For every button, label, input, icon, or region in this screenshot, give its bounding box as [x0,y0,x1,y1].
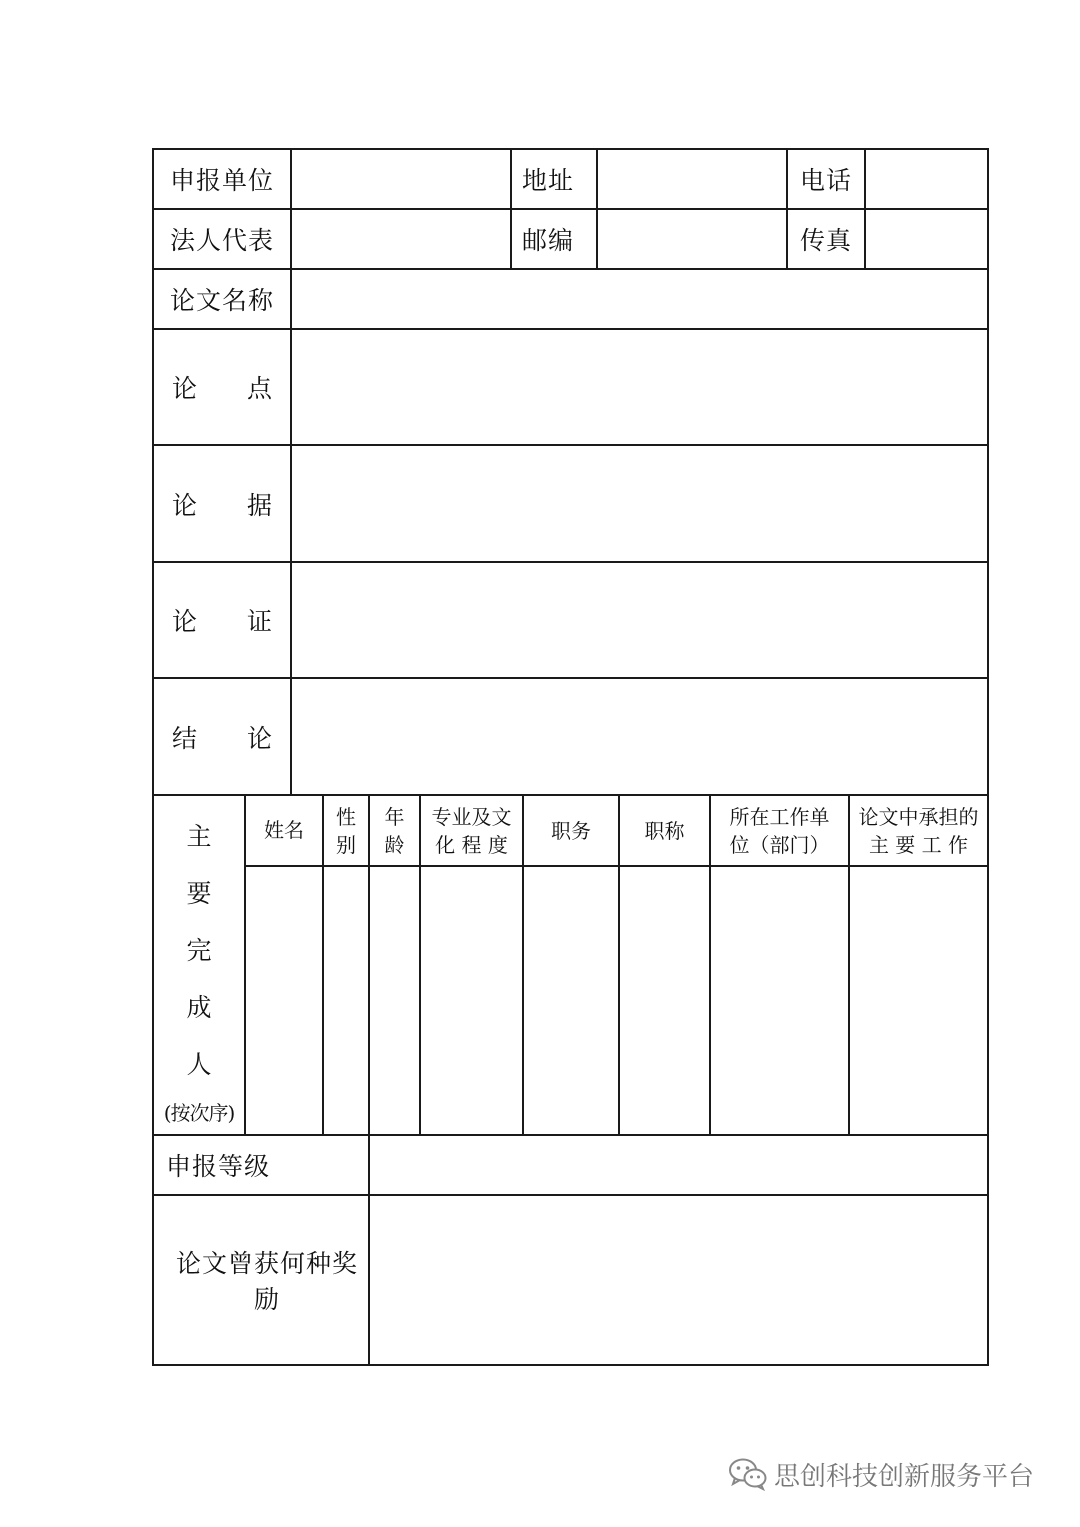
paper-name-label: 论文名称 [169,286,274,315]
contributor-workplace-cell[interactable] [711,867,848,1134]
col-major-header: 专业及文 化 程 度 [431,804,512,857]
evidence-label: 论 据 [172,490,272,520]
demonstration-field[interactable] [292,563,987,677]
phone-field[interactable] [866,150,987,208]
contributor-age-cell[interactable] [370,867,419,1134]
col-duty-header: 职务 [551,818,591,843]
awards-label: 论文曾获何种奖励 [175,1249,358,1314]
contributor-main-work-cell[interactable] [850,867,987,1134]
level-field[interactable] [370,1136,987,1194]
awards-field[interactable] [370,1196,987,1364]
demonstration-label: 论 证 [172,607,272,636]
col-main-work-header: 论文中承担的 主 要 工 作 [858,804,979,857]
level-label: 申报等级 [166,1152,271,1181]
col-name-header: 姓名 [264,818,304,842]
col-age-header: 年 龄 [384,804,405,857]
fax-label: 传真 [799,226,852,255]
phone-label: 电话 [799,166,852,195]
col-title-header: 职称 [644,818,685,843]
col-gender-header: 性 别 [336,804,356,857]
fax-field[interactable] [866,210,987,268]
evidence-field[interactable] [292,446,987,561]
conclusion-field[interactable] [292,679,987,794]
contributor-gender-cell[interactable] [324,867,368,1134]
postcode-field[interactable] [598,210,786,268]
wechat-icon [728,1457,768,1491]
postcode-label: 邮编 [522,226,575,255]
paper-name-field[interactable] [292,270,987,328]
argument-field[interactable] [292,330,987,444]
unit-field[interactable] [292,150,510,208]
conclusion-label: 结 论 [172,723,272,753]
legal-rep-label: 法人代表 [169,226,274,255]
unit-label: 申报单位 [169,166,274,195]
contributor-name-cell[interactable] [246,867,322,1134]
col-workplace-header: 所在工作单 位（部门） [729,804,830,857]
watermark-text: 思创科技创新服务平台 [774,1461,1035,1492]
watermark [728,1454,1034,1494]
contributor-title-cell[interactable] [620,867,709,1134]
legal-rep-field[interactable] [292,210,510,268]
contributor-duty-cell[interactable] [524,867,618,1134]
address-label: 地址 [522,166,575,195]
contributor-major-cell[interactable] [421,867,522,1134]
argument-label: 论 点 [172,374,272,403]
contributors-label: 主 要 完 成 人 (按次序) [163,822,235,1125]
address-field[interactable] [598,150,786,208]
